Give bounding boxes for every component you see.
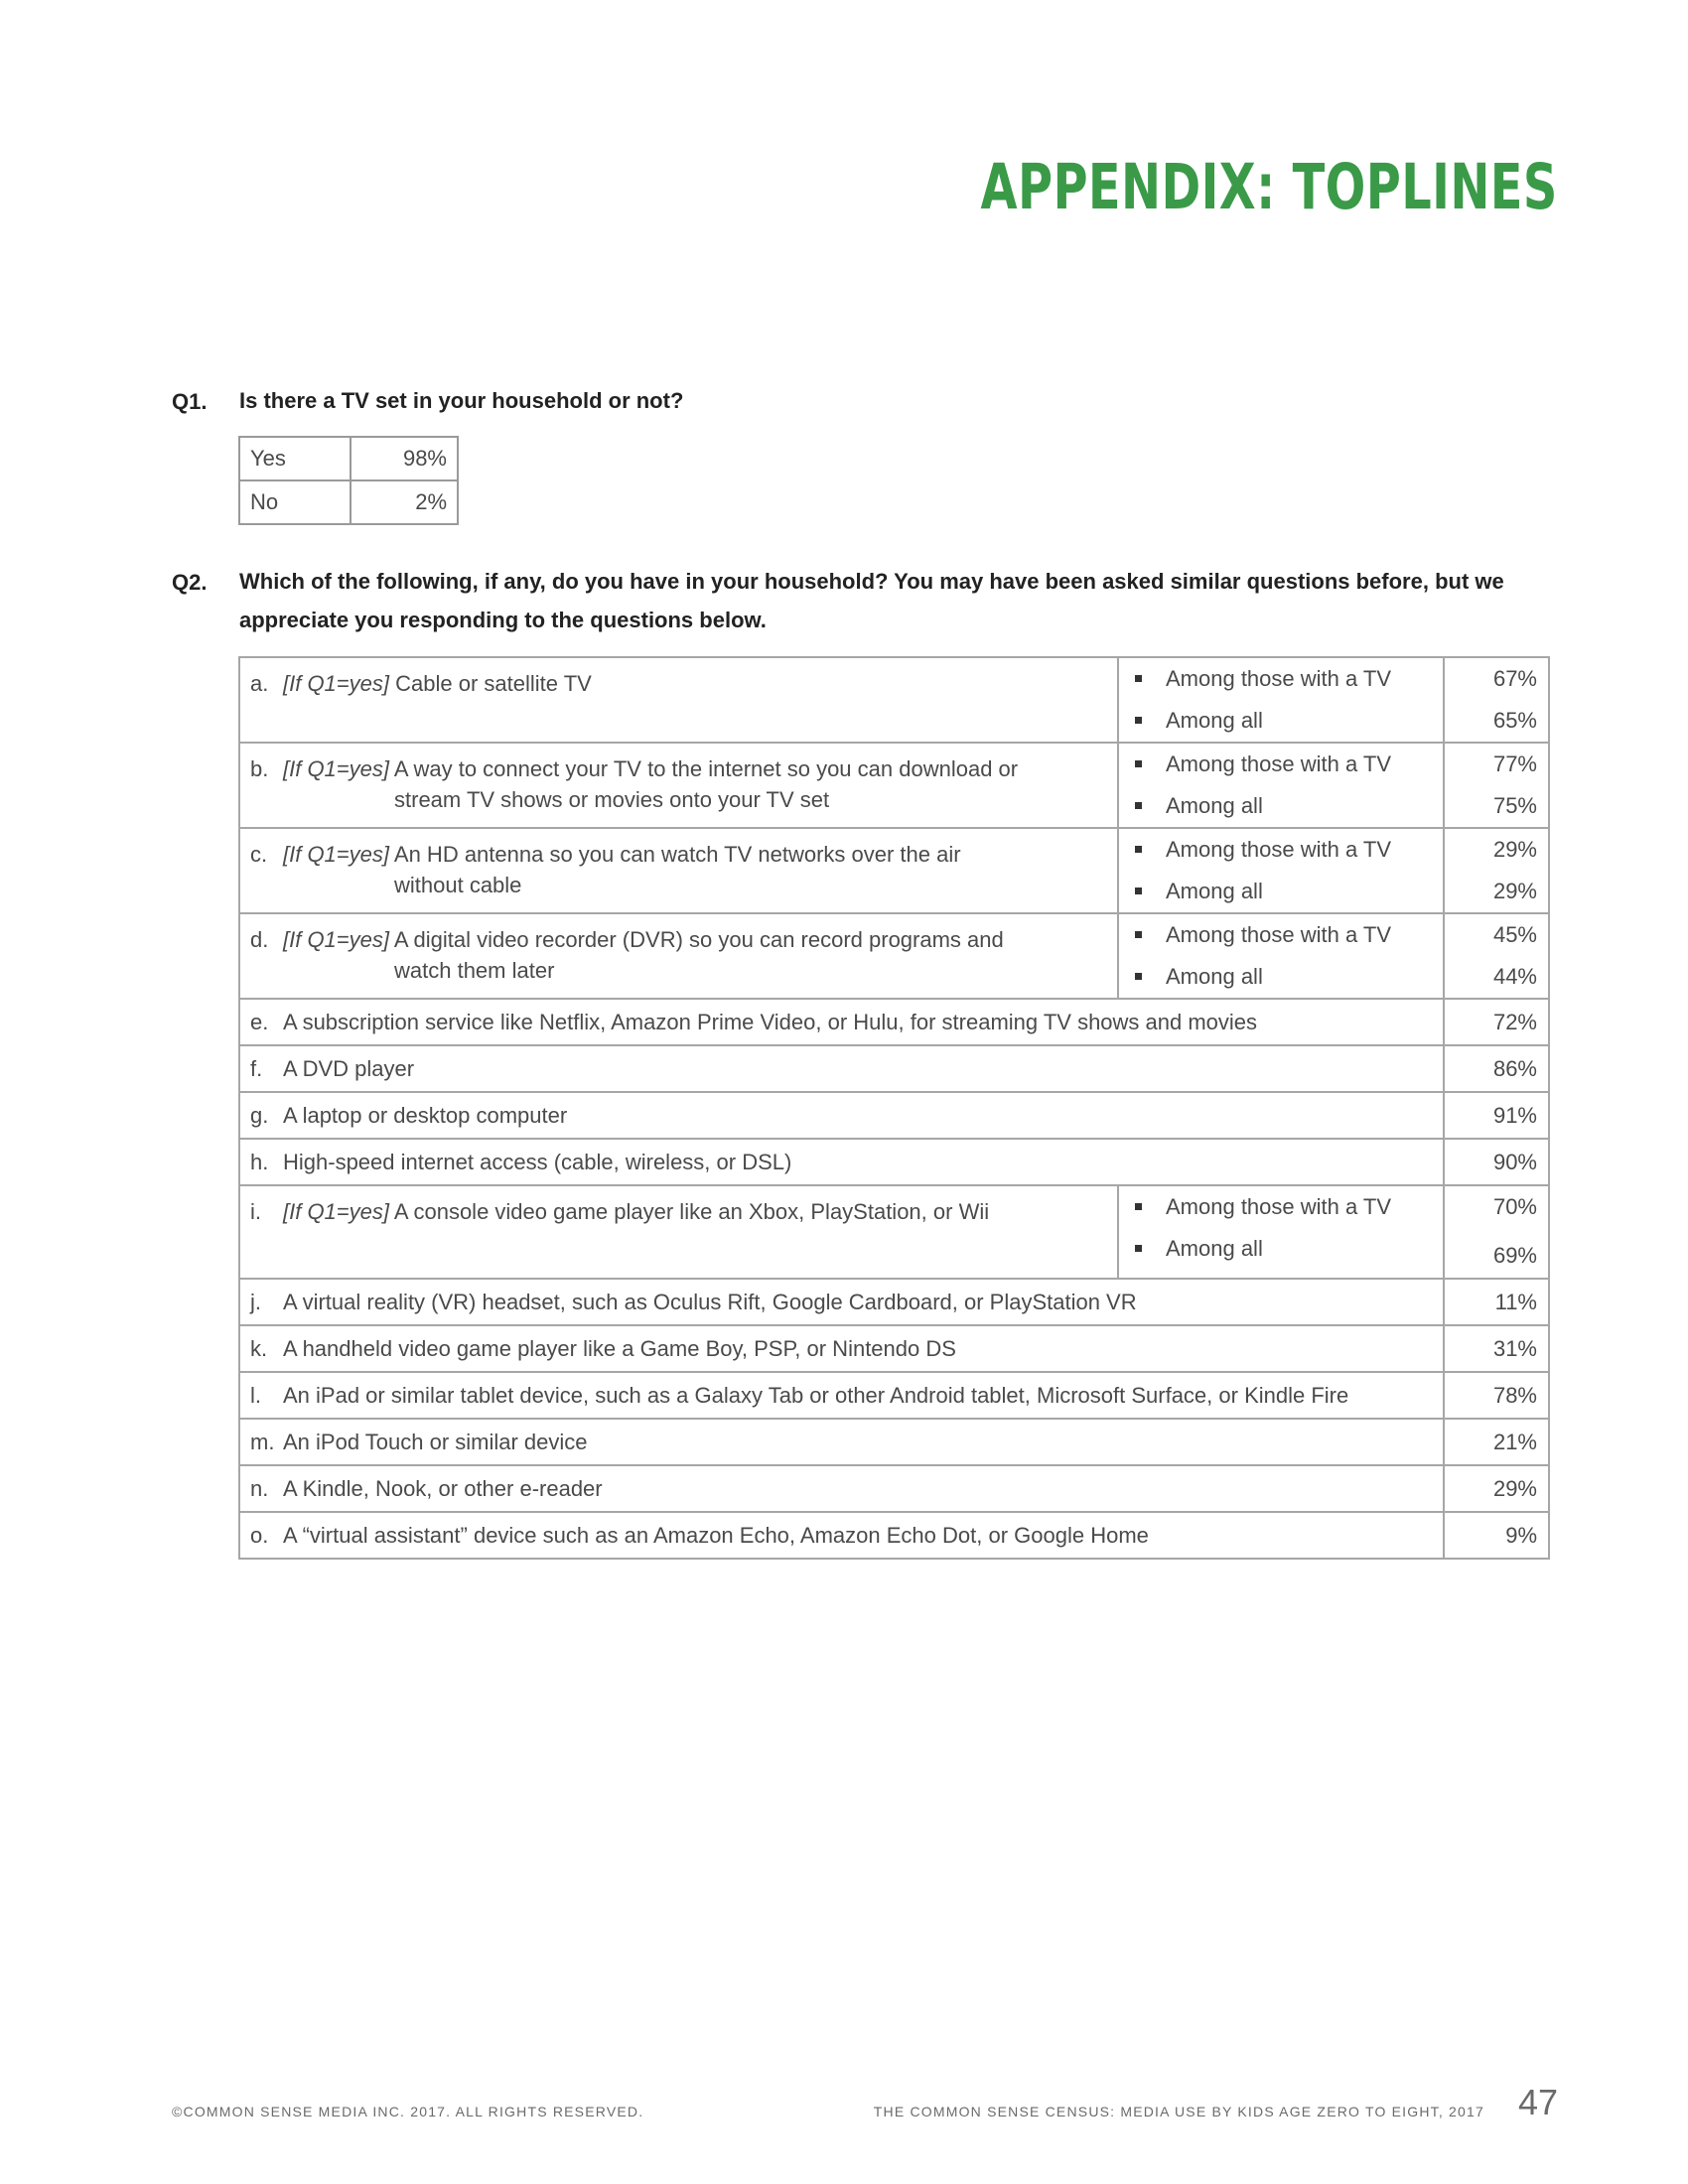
pct-tv: 67% — [1492, 666, 1537, 691]
bullet-icon — [1135, 887, 1142, 894]
item-condition: [If Q1=yes] — [283, 927, 389, 952]
item-cell — [239, 1372, 1444, 1419]
item-cell — [239, 1139, 1444, 1185]
among-all-label: Among all — [1166, 879, 1263, 903]
item-cell — [239, 1279, 1444, 1325]
q2-number: Q2. — [172, 570, 208, 595]
item-letter: h. — [250, 1150, 269, 1174]
pct-tv: 70% — [1492, 1194, 1537, 1219]
item-value: 11% — [1444, 1279, 1549, 1325]
table-row — [239, 1045, 1549, 1092]
pct-tv: 29% — [1492, 837, 1537, 862]
bullet-icon — [1135, 846, 1142, 853]
item-text: An HD antenna so you can watch TV networks over the air — [393, 842, 961, 867]
table-row — [239, 999, 1549, 1045]
table-row — [239, 913, 1549, 999]
item-cell — [239, 657, 1118, 743]
item-text: A virtual reality (VR) headset, such as Oculus Rift, Google Cardboard, or PlayStation VR — [283, 1290, 1137, 1314]
pct-tv: 45% — [1492, 922, 1537, 947]
item-value: 29% — [1444, 1465, 1549, 1512]
among-tv-label: Among those with a TV — [1166, 1194, 1392, 1219]
footer-copyright: ©COMMON SENSE MEDIA INC. 2017. ALL RIGHTS RESERVED. — [172, 2104, 644, 2119]
table-row — [239, 1419, 1549, 1465]
pct-cell — [1444, 657, 1549, 743]
pct-cell — [1444, 828, 1549, 913]
pct-all: 29% — [1492, 879, 1537, 903]
item-letter: e. — [250, 1010, 269, 1034]
page-number: 47 — [1517, 2082, 1558, 2122]
table-row — [239, 1325, 1549, 1372]
item-text: A handheld video game player like a Game Boy, PSP, or Nintendo DS — [283, 1336, 956, 1361]
item-cell — [239, 743, 1118, 828]
item-cell — [239, 1325, 1444, 1372]
q1-value-no: 2% — [351, 480, 458, 524]
item-letter: k. — [250, 1336, 268, 1361]
pct-cell — [1444, 1185, 1549, 1279]
q1-number: Q1. — [172, 389, 208, 414]
item-letter: n. — [250, 1476, 269, 1501]
among-all-label: Among all — [1166, 793, 1263, 818]
among-tv-label: Among those with a TV — [1166, 666, 1392, 691]
item-value: 78% — [1444, 1372, 1549, 1419]
item-text: An iPod Touch or similar device — [283, 1430, 588, 1454]
bullet-icon — [1135, 802, 1142, 809]
q1-question: Is there a TV set in your household or not? — [239, 388, 684, 413]
among-tv-label: Among those with a TV — [1166, 751, 1392, 776]
bullet-icon — [1135, 1203, 1142, 1210]
table-row — [239, 828, 1549, 913]
item-value: 31% — [1444, 1325, 1549, 1372]
pct-all: 44% — [1492, 964, 1537, 989]
among-cell — [1118, 1185, 1444, 1279]
item-text: Cable or satellite TV — [395, 671, 592, 696]
table-row — [239, 1512, 1549, 1559]
q1-table — [238, 436, 459, 525]
among-cell — [1118, 828, 1444, 913]
bullet-icon — [1135, 717, 1142, 724]
pct-all: 69% — [1492, 1243, 1537, 1268]
item-text-cont: watch them later — [394, 958, 555, 983]
item-cell — [239, 1185, 1118, 1279]
item-letter: j. — [250, 1290, 261, 1314]
item-text-cont: without cable — [394, 873, 522, 897]
item-value: 90% — [1444, 1139, 1549, 1185]
footer-report-title: THE COMMON SENSE CENSUS: MEDIA USE BY KIDS AGE ZERO TO EIGHT, 2017 — [873, 2104, 1484, 2119]
item-text: A DVD player — [283, 1056, 415, 1081]
item-cell — [239, 1419, 1444, 1465]
item-condition: [If Q1=yes] — [283, 1199, 389, 1224]
item-text: A “virtual assistant” device such as an Amazon Echo, Amazon Echo Dot, or Google Home — [283, 1523, 1149, 1548]
table-row — [239, 743, 1549, 828]
item-letter: d. — [250, 927, 269, 952]
q1-label-yes: Yes — [239, 437, 351, 480]
q2-table — [238, 656, 1550, 1560]
item-letter: i. — [250, 1199, 261, 1224]
item-condition: [If Q1=yes] — [283, 671, 389, 696]
among-all-label: Among all — [1166, 964, 1263, 989]
bullet-icon — [1135, 675, 1142, 682]
table-row — [239, 480, 458, 524]
q1-label-no: No — [239, 480, 351, 524]
table-row — [239, 1092, 1549, 1139]
item-letter: o. — [250, 1523, 269, 1548]
item-letter: c. — [250, 842, 268, 867]
item-cell — [239, 1045, 1444, 1092]
pct-all: 65% — [1492, 708, 1537, 733]
among-cell — [1118, 657, 1444, 743]
pct-tv: 77% — [1492, 751, 1537, 776]
item-text: A digital video recorder (DVR) so you can record programs and — [393, 927, 1004, 952]
table-row — [239, 1465, 1549, 1512]
among-cell — [1118, 913, 1444, 999]
item-cell — [239, 913, 1118, 999]
bullet-icon — [1135, 973, 1142, 980]
item-condition: [If Q1=yes] — [283, 842, 389, 867]
item-cell — [239, 1512, 1444, 1559]
item-text-cont: stream TV shows or movies onto your TV set — [394, 787, 830, 812]
pct-all: 75% — [1492, 793, 1537, 818]
item-text: A console video game player like an Xbox, PlayStation, or Wii — [393, 1199, 990, 1224]
item-text: A subscription service like Netflix, Amazon Prime Video, or Hulu, for streaming TV shows and movies — [283, 1010, 1258, 1034]
item-value: 21% — [1444, 1419, 1549, 1465]
item-text: High-speed internet access (cable, wireless, or DSL) — [283, 1150, 792, 1174]
item-letter: a. — [250, 671, 269, 696]
among-all-label: Among all — [1166, 1236, 1263, 1261]
among-all-label: Among all — [1166, 708, 1263, 733]
q2-question: Which of the following, if any, do you have in your household? You may have been asked similar questions before, but we appreciate you responding to the questions below. — [239, 569, 1504, 632]
table-row — [239, 1372, 1549, 1419]
pct-cell — [1444, 913, 1549, 999]
item-letter: f. — [250, 1056, 263, 1081]
bullet-icon — [1135, 1245, 1142, 1252]
table-row — [239, 657, 1549, 743]
page-title: APPENDIX: TOPLINES — [980, 151, 1558, 223]
item-letter: b. — [250, 756, 269, 781]
item-value: 9% — [1444, 1512, 1549, 1559]
pct-cell — [1444, 743, 1549, 828]
item-text: A way to connect your TV to the internet so you can download or — [393, 756, 1019, 781]
item-letter: m. — [250, 1430, 275, 1454]
bullet-icon — [1135, 760, 1142, 767]
among-tv-label: Among those with a TV — [1166, 837, 1392, 862]
item-condition: [If Q1=yes] — [283, 756, 389, 781]
table-row — [239, 1139, 1549, 1185]
bullet-icon — [1135, 931, 1142, 938]
table-row — [239, 1279, 1549, 1325]
item-cell — [239, 1092, 1444, 1139]
table-row — [239, 437, 458, 480]
item-letter: g. — [250, 1103, 269, 1128]
item-value: 91% — [1444, 1092, 1549, 1139]
among-tv-label: Among those with a TV — [1166, 922, 1392, 947]
item-cell — [239, 999, 1444, 1045]
item-value: 86% — [1444, 1045, 1549, 1092]
item-cell — [239, 828, 1118, 913]
item-letter: l. — [250, 1383, 261, 1408]
item-value: 72% — [1444, 999, 1549, 1045]
item-text: A Kindle, Nook, or other e-reader — [283, 1476, 603, 1501]
q1-value-yes: 98% — [351, 437, 458, 480]
among-cell — [1118, 743, 1444, 828]
item-cell — [239, 1465, 1444, 1512]
table-row — [239, 1185, 1549, 1279]
item-text: A laptop or desktop computer — [283, 1103, 568, 1128]
item-text: An iPad or similar tablet device, such as a Galaxy Tab or other Android tablet, Microsoft Surface, or Kindle Fire — [283, 1383, 1349, 1408]
